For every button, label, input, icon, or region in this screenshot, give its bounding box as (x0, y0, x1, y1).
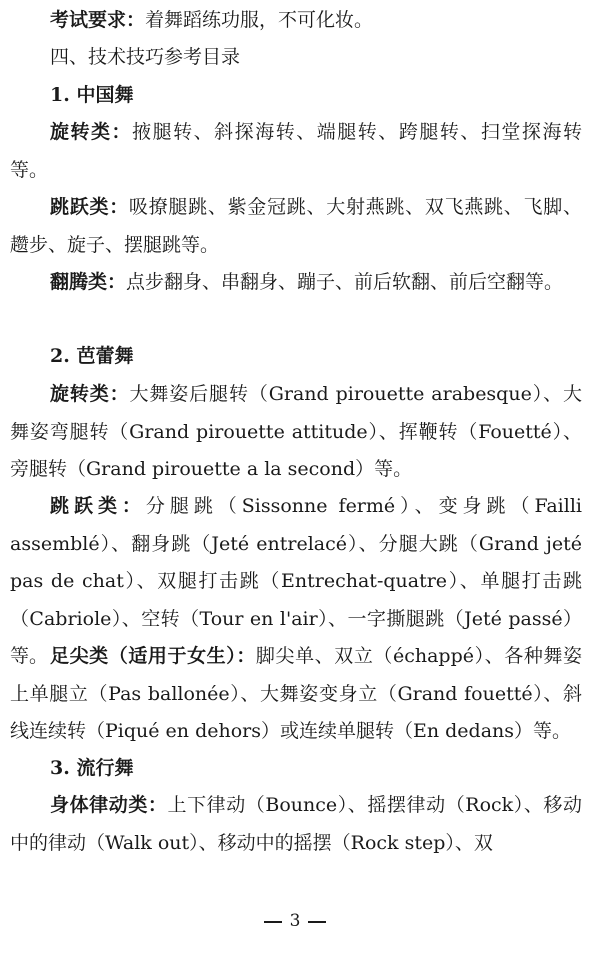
exam-requirement-text: 着舞蹈练功服，不可化妆。 (145, 9, 374, 31)
pop-dance-heading: 3. 流行舞 (50, 757, 134, 779)
chinese-dance-jumping-paragraph (10, 189, 582, 264)
ballet-rotation-paragraph (10, 376, 582, 489)
ballet-rotation-label: 旋转类： (50, 383, 130, 405)
pop-dance-rhythm-paragraph (10, 787, 582, 862)
ballet-rotation-text: 大舞姿后腿转（Grand pirouette arabesque）、大舞姿弯腿转（Grand pirouette attitude）、挥鞭转（Fouetté）、旁腿转（Grand pirouette a la second）等。 (10, 383, 582, 480)
ballet-jumping-text: 分腿跳（Sissonne fermé）、变身跳（Failli assemblé）、翻身跳（Jeté entrelacé）、分腿大跳（Grand jeté pas de chat）、双腿打击跳（Entrechat-quatre）、单腿打击跳（Cabriole）、空转（Tour en l'air）、一字撕腿跳（Jeté passé）等。 (10, 495, 582, 667)
chinese-dance-jumping-label: 跳跃类： (50, 196, 129, 218)
section-heading: 四、技术技巧参考目录 (50, 46, 241, 68)
ballet-jumping-label: 跳跃类： (50, 495, 146, 517)
footer-left-dash (264, 921, 282, 923)
footer-right-dash (308, 921, 326, 923)
ballet-pointe-paragraph (10, 638, 582, 751)
chinese-dance-rotation-paragraph (10, 114, 582, 189)
chinese-dance-jumping-text: 吸撩腿跳、紫金冠跳、大射燕跳、双飞燕跳、飞脚、趱步、旋子、摆腿跳等。 (10, 196, 582, 256)
exam-requirement-label: 考试要求： (50, 9, 146, 31)
chinese-dance-tumbling-label: 翻腾类： (50, 271, 127, 293)
ballet-heading: 2. 芭蕾舞 (50, 345, 134, 367)
chinese-dance-tumbling-text: 点步翻身、串翻身、蹦子、前后软翻、前后空翻等。 (126, 271, 564, 293)
ballet-pointe-text: 脚尖单、双立（échappé）、各种舞姿上单腿立（Pas ballonée）、大舞姿变身立（Grand fouetté）、斜线连续转（Piqué en dehors）或连续单腿转（En dedans）等。 (10, 645, 582, 742)
pop-dance-rhythm-text: 上下律动（Bounce）、摇摆律动（Rock）、移动中的律动（Walk out）、移动中的摇摆（Rock step）、双 (10, 794, 582, 854)
page-footer (0, 906, 590, 936)
chinese-dance-tumbling-paragraph (10, 264, 582, 302)
exam-requirement-paragraph (10, 2, 582, 40)
page-number: 3 (289, 911, 301, 931)
ballet-pointe-label: 足尖类（适用于女生）： (50, 645, 256, 667)
chinese-dance-rotation-label: 旋转类： (50, 121, 133, 143)
chinese-dance-heading: 1. 中国舞 (50, 84, 134, 106)
chinese-dance-rotation-text: 掖腿转、斜探海转、端腿转、跨腿转、扫堂探海转等。 (10, 121, 582, 181)
pop-dance-rhythm-label: 身体律动类： (50, 794, 168, 816)
